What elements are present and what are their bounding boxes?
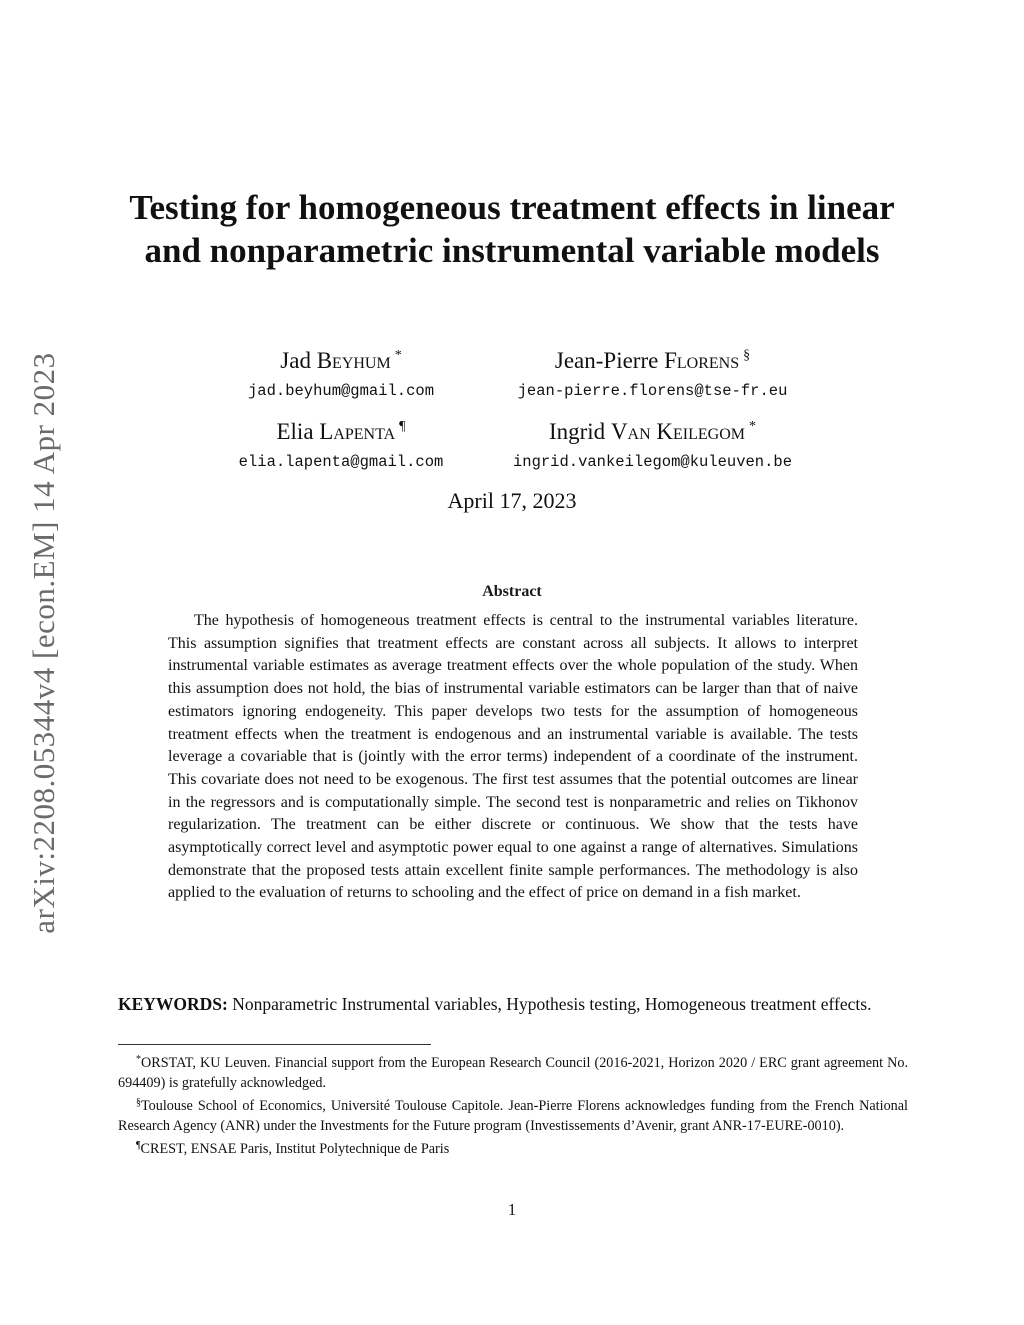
author-name — [215, 341, 467, 376]
author-first-name: Elia — [276, 419, 314, 444]
author-block-beyhum — [215, 341, 467, 400]
footnote-text: Toulouse School of Economics, Université Toulouse Capitole. Jean-Pierre Florens acknowledges funding from the French National Research Agency (ANR) under the Investments for the Future program (Investissements d’Avenir, grant ANR-17-EURE-0010). — [118, 1098, 908, 1134]
author-name — [480, 412, 825, 447]
author-first-name: Jad — [280, 348, 311, 373]
abstract-heading: Abstract — [482, 583, 542, 600]
author-block-van-keilegom — [480, 412, 825, 471]
affiliation-mark: * — [394, 348, 402, 363]
footnote-3 — [118, 1136, 908, 1159]
footnote-mark: § — [136, 1097, 141, 1108]
keywords-text: Nonparametric Instrumental variables, Hypothesis testing, Homogeneous treatment effects. — [232, 994, 872, 1014]
footnote-divider — [118, 1044, 431, 1045]
author-block-florens — [480, 341, 825, 400]
author-last-name: Lapenta — [319, 419, 396, 444]
footnote-text: ORSTAT, KU Leuven. Financial support from the European Research Council (2016-2021, Horizon 2020 / ERC grant agreement No. 694409) is gratefully acknowledged. — [118, 1055, 908, 1091]
arxiv-identifier: arXiv:2208.05344v4 [econ.EM] 14 Apr 2023 — [26, 351, 61, 934]
footnote-mark: * — [136, 1054, 141, 1065]
footnote-1 — [118, 1050, 908, 1093]
keywords — [118, 992, 908, 1016]
author-email[interactable]: elia.lapenta@gmail.com — [238, 453, 444, 471]
author-first-name: Ingrid — [548, 419, 606, 444]
author-email[interactable]: ingrid.vankeilegom@kuleuven.be — [512, 453, 793, 471]
footnote-2 — [118, 1093, 908, 1136]
affiliation-mark: ¶ — [399, 419, 406, 434]
author-email[interactable]: jad.beyhum@gmail.com — [247, 382, 435, 400]
footnote-text: CREST, ENSAE Paris, Institut Polytechnique de Paris — [140, 1141, 450, 1157]
publication-date: April 17, 2023 — [447, 488, 577, 513]
footnotes — [118, 1050, 908, 1159]
author-name — [480, 341, 825, 376]
author-first-name: Jean-Pierre — [554, 348, 659, 373]
author-email[interactable]: jean-pierre.florens@tse-fr.eu — [517, 382, 788, 400]
page-number: 1 — [507, 1200, 517, 1219]
author-name — [215, 412, 467, 447]
author-last-name: Van Keilegom — [610, 419, 746, 444]
affiliation-mark: * — [749, 419, 757, 434]
paper-title: Testing for homogeneous treatment effects in linear and nonparametric instrumental variable models — [129, 188, 895, 270]
author-last-name: Beyhum — [316, 348, 391, 373]
author-block-lapenta — [215, 412, 467, 471]
keywords-label: KEYWORDS: — [118, 994, 228, 1014]
abstract-text: The hypothesis of homogeneous treatment effects is central to the instrumental variables literature. This assumption signifies that treatment effects are constant across all subjects. It allows to interpret instrumental variable estimates as average treatment effects over the whole population of the study. When this assumption does not hold, the bias of instrumental variable estimators can be larger than that of naive estimators ignoring endogeneity. This paper develops two tests for the assumption of homogeneous treatment effects when the treatment is endogenous and an instrumental variable is available. The tests leverage a covariable that is (jointly with the error terms) independent of a coordinate of the instrument. This covariate does not need to be exogenous. The first test assumes that the potential outcomes are linear in the regressors and is computationally simple. The second test is nonparametric and relies on Tikhonov regularization. The treatment can be either discrete or continuous. We show that the tests have asymptotically correct level and asymptotic power equal to one against a range of alternatives. Simulations demonstrate that the proposed tests attain excellent finite sample performances. The methodology is also applied to the evaluation of returns to schooling and the effect of price on demand in a fish market. — [168, 612, 858, 902]
footnote-mark: ¶ — [136, 1140, 141, 1151]
affiliation-mark: § — [743, 348, 751, 363]
arxiv-sidebar-stamp — [22, 330, 66, 955]
author-last-name: Florens — [664, 348, 740, 373]
